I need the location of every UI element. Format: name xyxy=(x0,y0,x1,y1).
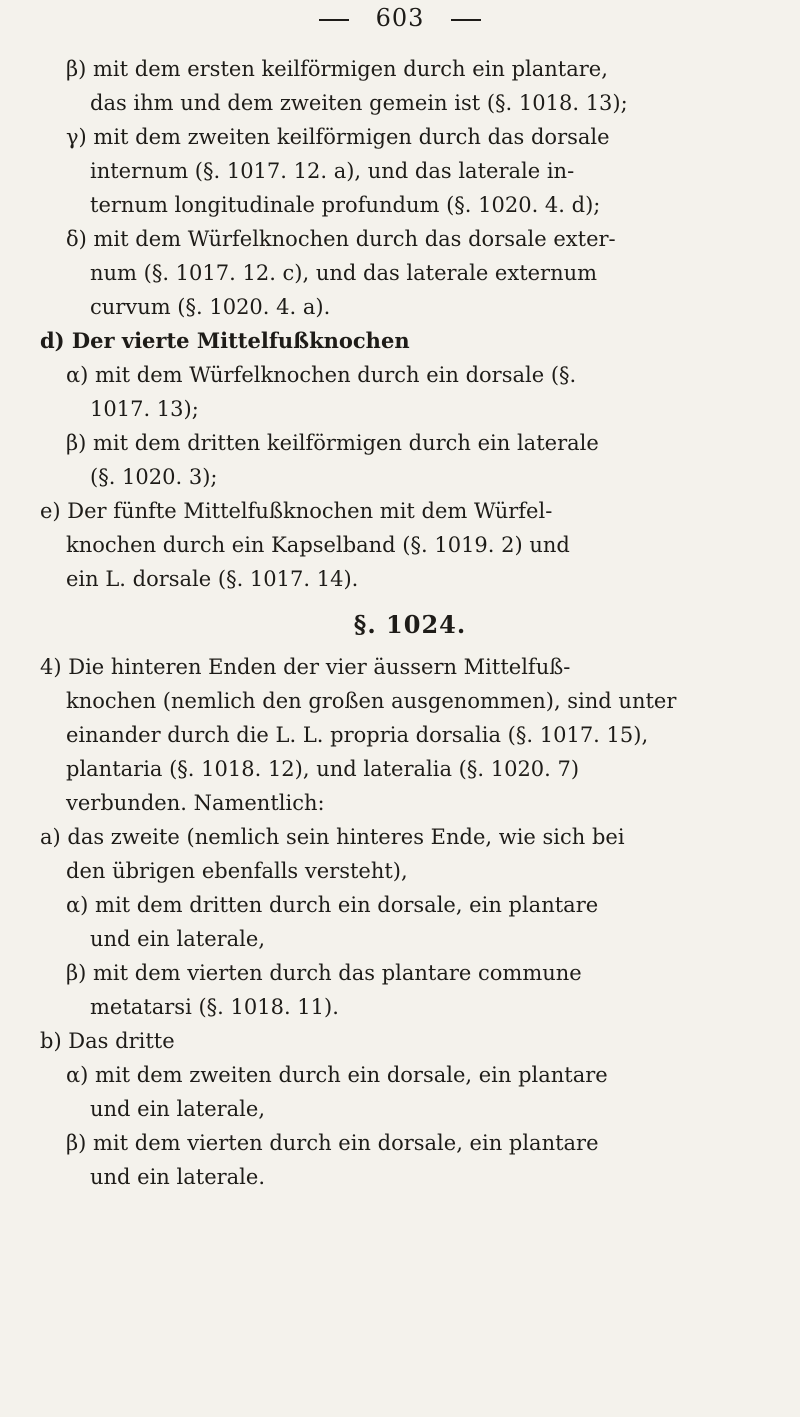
page-number: 603 xyxy=(375,4,425,32)
text-line: einander durch die L. L. propria dorsalia (§. 1017. 15), xyxy=(66,723,649,747)
page-body xyxy=(40,52,780,1194)
text-line: α) mit dem zweiten durch ein dorsale, ein plantare xyxy=(66,1063,608,1087)
text-line: β) mit dem vierten durch das plantare commune xyxy=(66,961,582,985)
text-line: γ) mit dem zweiten keilförmigen durch das dorsale xyxy=(66,125,610,149)
text-line: verbunden. Namentlich: xyxy=(66,791,325,815)
text-line: num (§. 1017. 12. c), und das laterale externum xyxy=(90,261,598,285)
text-line: δ) mit dem Würfelknochen durch das dorsale exter- xyxy=(66,227,616,251)
text-line: 4) Die hinteren Enden der vier äussern Mittelfuß- xyxy=(40,655,571,679)
header-dash-left xyxy=(319,19,349,21)
text-line: a) das zweite (nemlich sein hinteres Ende, wie sich bei xyxy=(40,825,625,849)
text-line: curvum (§. 1020. 4. a). xyxy=(90,295,331,319)
header-dash-right xyxy=(451,19,481,21)
text-line: β) mit dem dritten keilförmigen durch ein laterale xyxy=(66,431,599,455)
text-line: plantaria (§. 1018. 12), und lateralia (§. 1020. 7) xyxy=(66,757,580,781)
text-line: α) mit dem Würfelknochen durch ein dorsale (§. xyxy=(66,363,577,387)
text-line: 1017. 13); xyxy=(90,397,199,421)
subsection-heading: d) Der vierte Mittelfußknochen xyxy=(40,328,410,353)
text-line: β) mit dem vierten durch ein dorsale, ein plantare xyxy=(66,1131,599,1155)
text-line: e) Der fünfte Mittelfußknochen mit dem Würfel- xyxy=(40,499,553,523)
text-line: und ein laterale, xyxy=(90,927,265,951)
text-line: metatarsi (§. 1018. 11). xyxy=(90,995,339,1019)
text-line: b) Das dritte xyxy=(40,1029,175,1053)
text-line: β) mit dem ersten keilförmigen durch ein plantare, xyxy=(66,57,608,81)
text-line: das ihm und dem zweiten gemein ist (§. 1018. 13); xyxy=(90,91,628,115)
page-header xyxy=(0,4,800,32)
text-line: knochen durch ein Kapselband (§. 1019. 2) und xyxy=(66,533,570,557)
text-line: und ein laterale. xyxy=(90,1165,265,1189)
text-line: ein L. dorsale (§. 1017. 14). xyxy=(66,567,359,591)
section-heading: §. 1024. xyxy=(353,610,467,639)
text-line: knochen (nemlich den großen ausgenommen), sind unter xyxy=(66,689,677,713)
text-line: ternum longitudinale profundum (§. 1020. 4. d); xyxy=(90,193,601,217)
text-line: den übrigen ebenfalls versteht), xyxy=(66,859,408,883)
text-line: internum (§. 1017. 12. a), und das laterale in- xyxy=(90,159,575,183)
text-line: (§. 1020. 3); xyxy=(90,465,218,489)
text-line: und ein laterale, xyxy=(90,1097,265,1121)
text-line: α) mit dem dritten durch ein dorsale, ein plantare xyxy=(66,893,599,917)
